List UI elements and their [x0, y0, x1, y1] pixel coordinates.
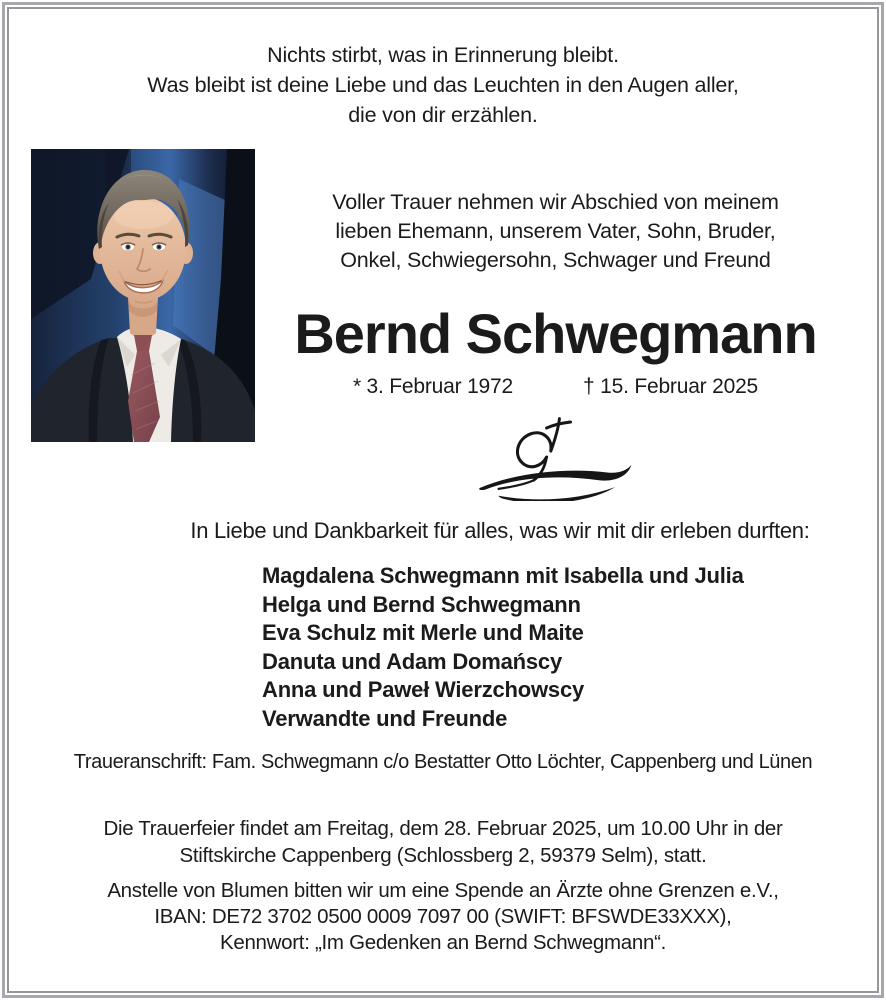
mourners-list: [262, 562, 744, 733]
mourner-line: Danuta und Adam Domańscy: [262, 648, 562, 674]
heart-cross-flourish-icon: [243, 415, 844, 501]
service-line: Stiftskirche Cappenberg (Schlossberg 2, 59379 Selm), statt.: [179, 844, 707, 867]
mourner-line: Anna und Paweł Wierzchowscy: [262, 677, 585, 702]
obituary-content: [9, 9, 877, 991]
intro-text: [255, 188, 856, 275]
mourner-line: Magdalena Schwegmann mit Isabella und Julia: [262, 563, 744, 588]
birth-date: * 3. Februar 1972: [352, 375, 513, 398]
quote-line: Nichts stirbt, was in Erinnerung bleibt.: [267, 43, 619, 67]
funeral-service-info: [9, 815, 877, 869]
deceased-name: Bernd Schwegmann: [294, 302, 817, 365]
announcement-column: [255, 149, 856, 501]
portrait-illustration: [31, 149, 255, 442]
donation-line: Kennwort: „Im Gedenken an Bernd Schwegmann“.: [219, 931, 667, 954]
memorial-quote: [9, 40, 877, 130]
mourner-line: Eva Schulz mit Merle und Maite: [262, 620, 584, 645]
donation-info: [9, 878, 877, 956]
intro-line: Onkel, Schwiegersohn, Schwager und Freund: [340, 248, 771, 272]
donation-line: IBAN: DE72 3702 0500 0009 7097 00 (SWIFT: BFSWDE33XXX),: [154, 905, 732, 928]
gratitude-line: In Liebe und Dankbarkeit für alles, was wir mit dir erleben durften:: [190, 518, 810, 543]
life-dates: [255, 375, 856, 399]
mourner-line: Verwandte und Freunde: [262, 705, 508, 731]
service-line: Die Trauerfeier findet am Freitag, dem 28. Februar 2025, um 10.00 Uhr in der: [103, 817, 783, 840]
portrait-photo: [31, 149, 255, 442]
quote-line: Was bleibt ist deine Liebe und das Leuchten in den Augen aller,: [147, 73, 739, 97]
intro-line: lieben Ehemann, unserem Vater, Sohn, Bruder,: [335, 219, 776, 243]
donation-line: Anstelle von Blumen bitten wir um eine Spende an Ärzte ohne Grenzen e.V.,: [107, 879, 779, 902]
intro-line: Voller Trauer nehmen wir Abschied von meinem: [332, 190, 779, 214]
mourner-line: Helga und Bernd Schwegmann: [262, 591, 581, 617]
death-date: † 15. Februar 2025: [583, 375, 759, 398]
condolence-address: Traueranschrift: Fam. Schwegmann c/o Bestatter Otto Löchter, Cappenberg und Lünen: [73, 751, 813, 773]
quote-line: die von dir erzählen.: [348, 103, 538, 127]
